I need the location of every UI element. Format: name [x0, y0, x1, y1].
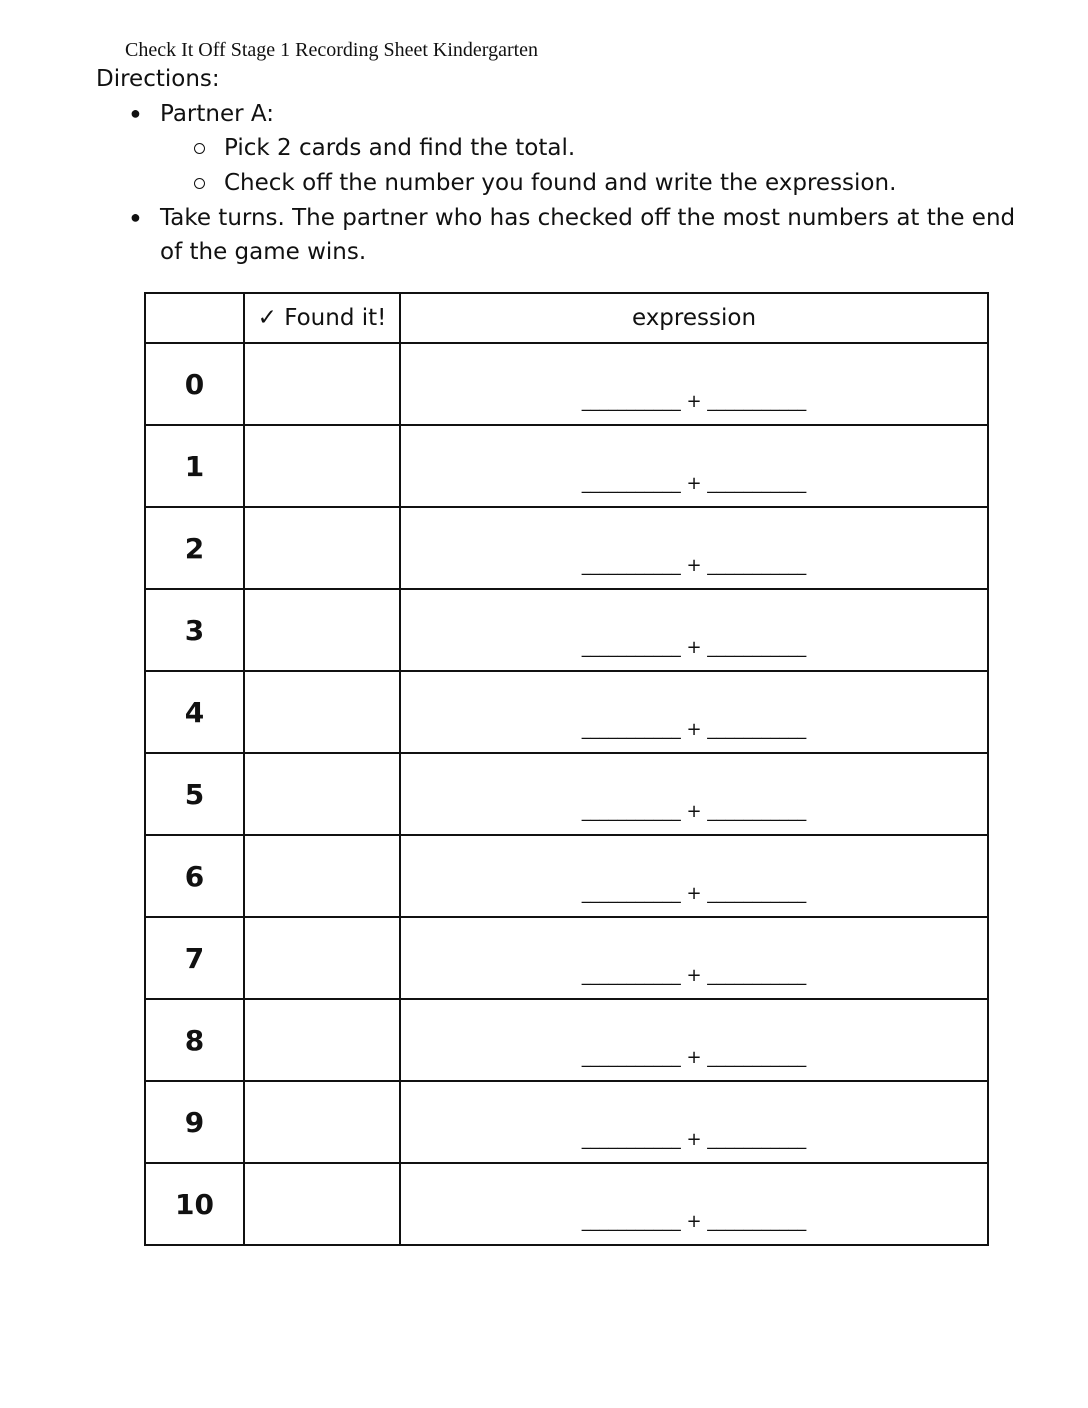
row-number: 0 — [145, 343, 244, 425]
table-row — [145, 917, 988, 999]
expression-blank: ___________ + ___________ — [581, 391, 807, 412]
found-it-cell[interactable] — [244, 917, 400, 999]
table-row — [145, 1081, 988, 1163]
expression-blank: ___________ + ___________ — [581, 1047, 807, 1068]
expression-cell[interactable] — [400, 1163, 988, 1245]
found-it-cell[interactable] — [244, 1081, 400, 1163]
found-it-cell[interactable] — [244, 835, 400, 917]
expression-blank: ___________ + ___________ — [581, 1211, 807, 1232]
recording-table — [144, 292, 989, 1246]
row-number: 6 — [145, 835, 244, 917]
header-found-it: ✓ Found it! — [244, 293, 400, 343]
partner-a-label: Partner A: — [160, 101, 274, 127]
sub-bullet-circle-icon — [194, 143, 205, 154]
expression-cell[interactable] — [400, 835, 988, 917]
take-turns-text: Take turns. The partner who has checked off the most numbers at the end of the game wins. — [160, 205, 1016, 265]
expression-blank: ___________ + ___________ — [581, 555, 807, 576]
expression-cell[interactable] — [400, 671, 988, 753]
expression-cell[interactable] — [400, 589, 988, 671]
table-row — [145, 999, 988, 1081]
bullet-dot-icon: ● — [130, 103, 141, 123]
step-1-text: Pick 2 cards and find the total. — [224, 135, 576, 161]
row-number: 4 — [145, 671, 244, 753]
directions-heading: Directions: — [96, 66, 220, 92]
bullet-dot-icon: ● — [130, 207, 141, 227]
expression-blank: ___________ + ___________ — [581, 719, 807, 740]
expression-cell[interactable] — [400, 343, 988, 425]
expression-cell[interactable] — [400, 1081, 988, 1163]
header-expression: expression — [400, 293, 988, 343]
table-row — [145, 507, 988, 589]
table-row — [145, 425, 988, 507]
expression-blank: ___________ + ___________ — [581, 637, 807, 658]
table-row — [145, 1163, 988, 1245]
expression-blank: ___________ + ___________ — [581, 883, 807, 904]
row-number: 7 — [145, 917, 244, 999]
found-it-cell[interactable] — [244, 589, 400, 671]
document-title: Check It Off Stage 1 Recording Sheet Kindergarten — [125, 39, 539, 61]
row-number: 8 — [145, 999, 244, 1081]
expression-cell[interactable] — [400, 917, 988, 999]
found-it-cell[interactable] — [244, 671, 400, 753]
found-it-cell[interactable] — [244, 425, 400, 507]
found-it-cell[interactable] — [244, 507, 400, 589]
row-number: 2 — [145, 507, 244, 589]
header-number — [145, 293, 244, 343]
expression-blank: ___________ + ___________ — [581, 1129, 807, 1150]
table-body — [145, 343, 988, 1245]
row-number: 9 — [145, 1081, 244, 1163]
table-row — [145, 753, 988, 835]
table-row — [145, 343, 988, 425]
found-it-cell[interactable] — [244, 753, 400, 835]
expression-cell[interactable] — [400, 753, 988, 835]
table-row — [145, 671, 988, 753]
row-number: 1 — [145, 425, 244, 507]
expression-cell[interactable] — [400, 507, 988, 589]
table-header-row — [145, 293, 988, 343]
expression-cell[interactable] — [400, 425, 988, 507]
row-number: 3 — [145, 589, 244, 671]
table-row — [145, 835, 988, 917]
found-it-cell[interactable] — [244, 1163, 400, 1245]
step-2-text: Check off the number you found and write the expression. — [224, 170, 897, 196]
expression-cell[interactable] — [400, 999, 988, 1081]
expression-blank: ___________ + ___________ — [581, 473, 807, 494]
found-it-cell[interactable] — [244, 999, 400, 1081]
row-number: 10 — [145, 1163, 244, 1245]
found-it-cell[interactable] — [244, 343, 400, 425]
expression-blank: ___________ + ___________ — [581, 801, 807, 822]
sub-bullet-circle-icon — [194, 178, 205, 189]
expression-blank: ___________ + ___________ — [581, 965, 807, 986]
row-number: 5 — [145, 753, 244, 835]
table-row — [145, 589, 988, 671]
